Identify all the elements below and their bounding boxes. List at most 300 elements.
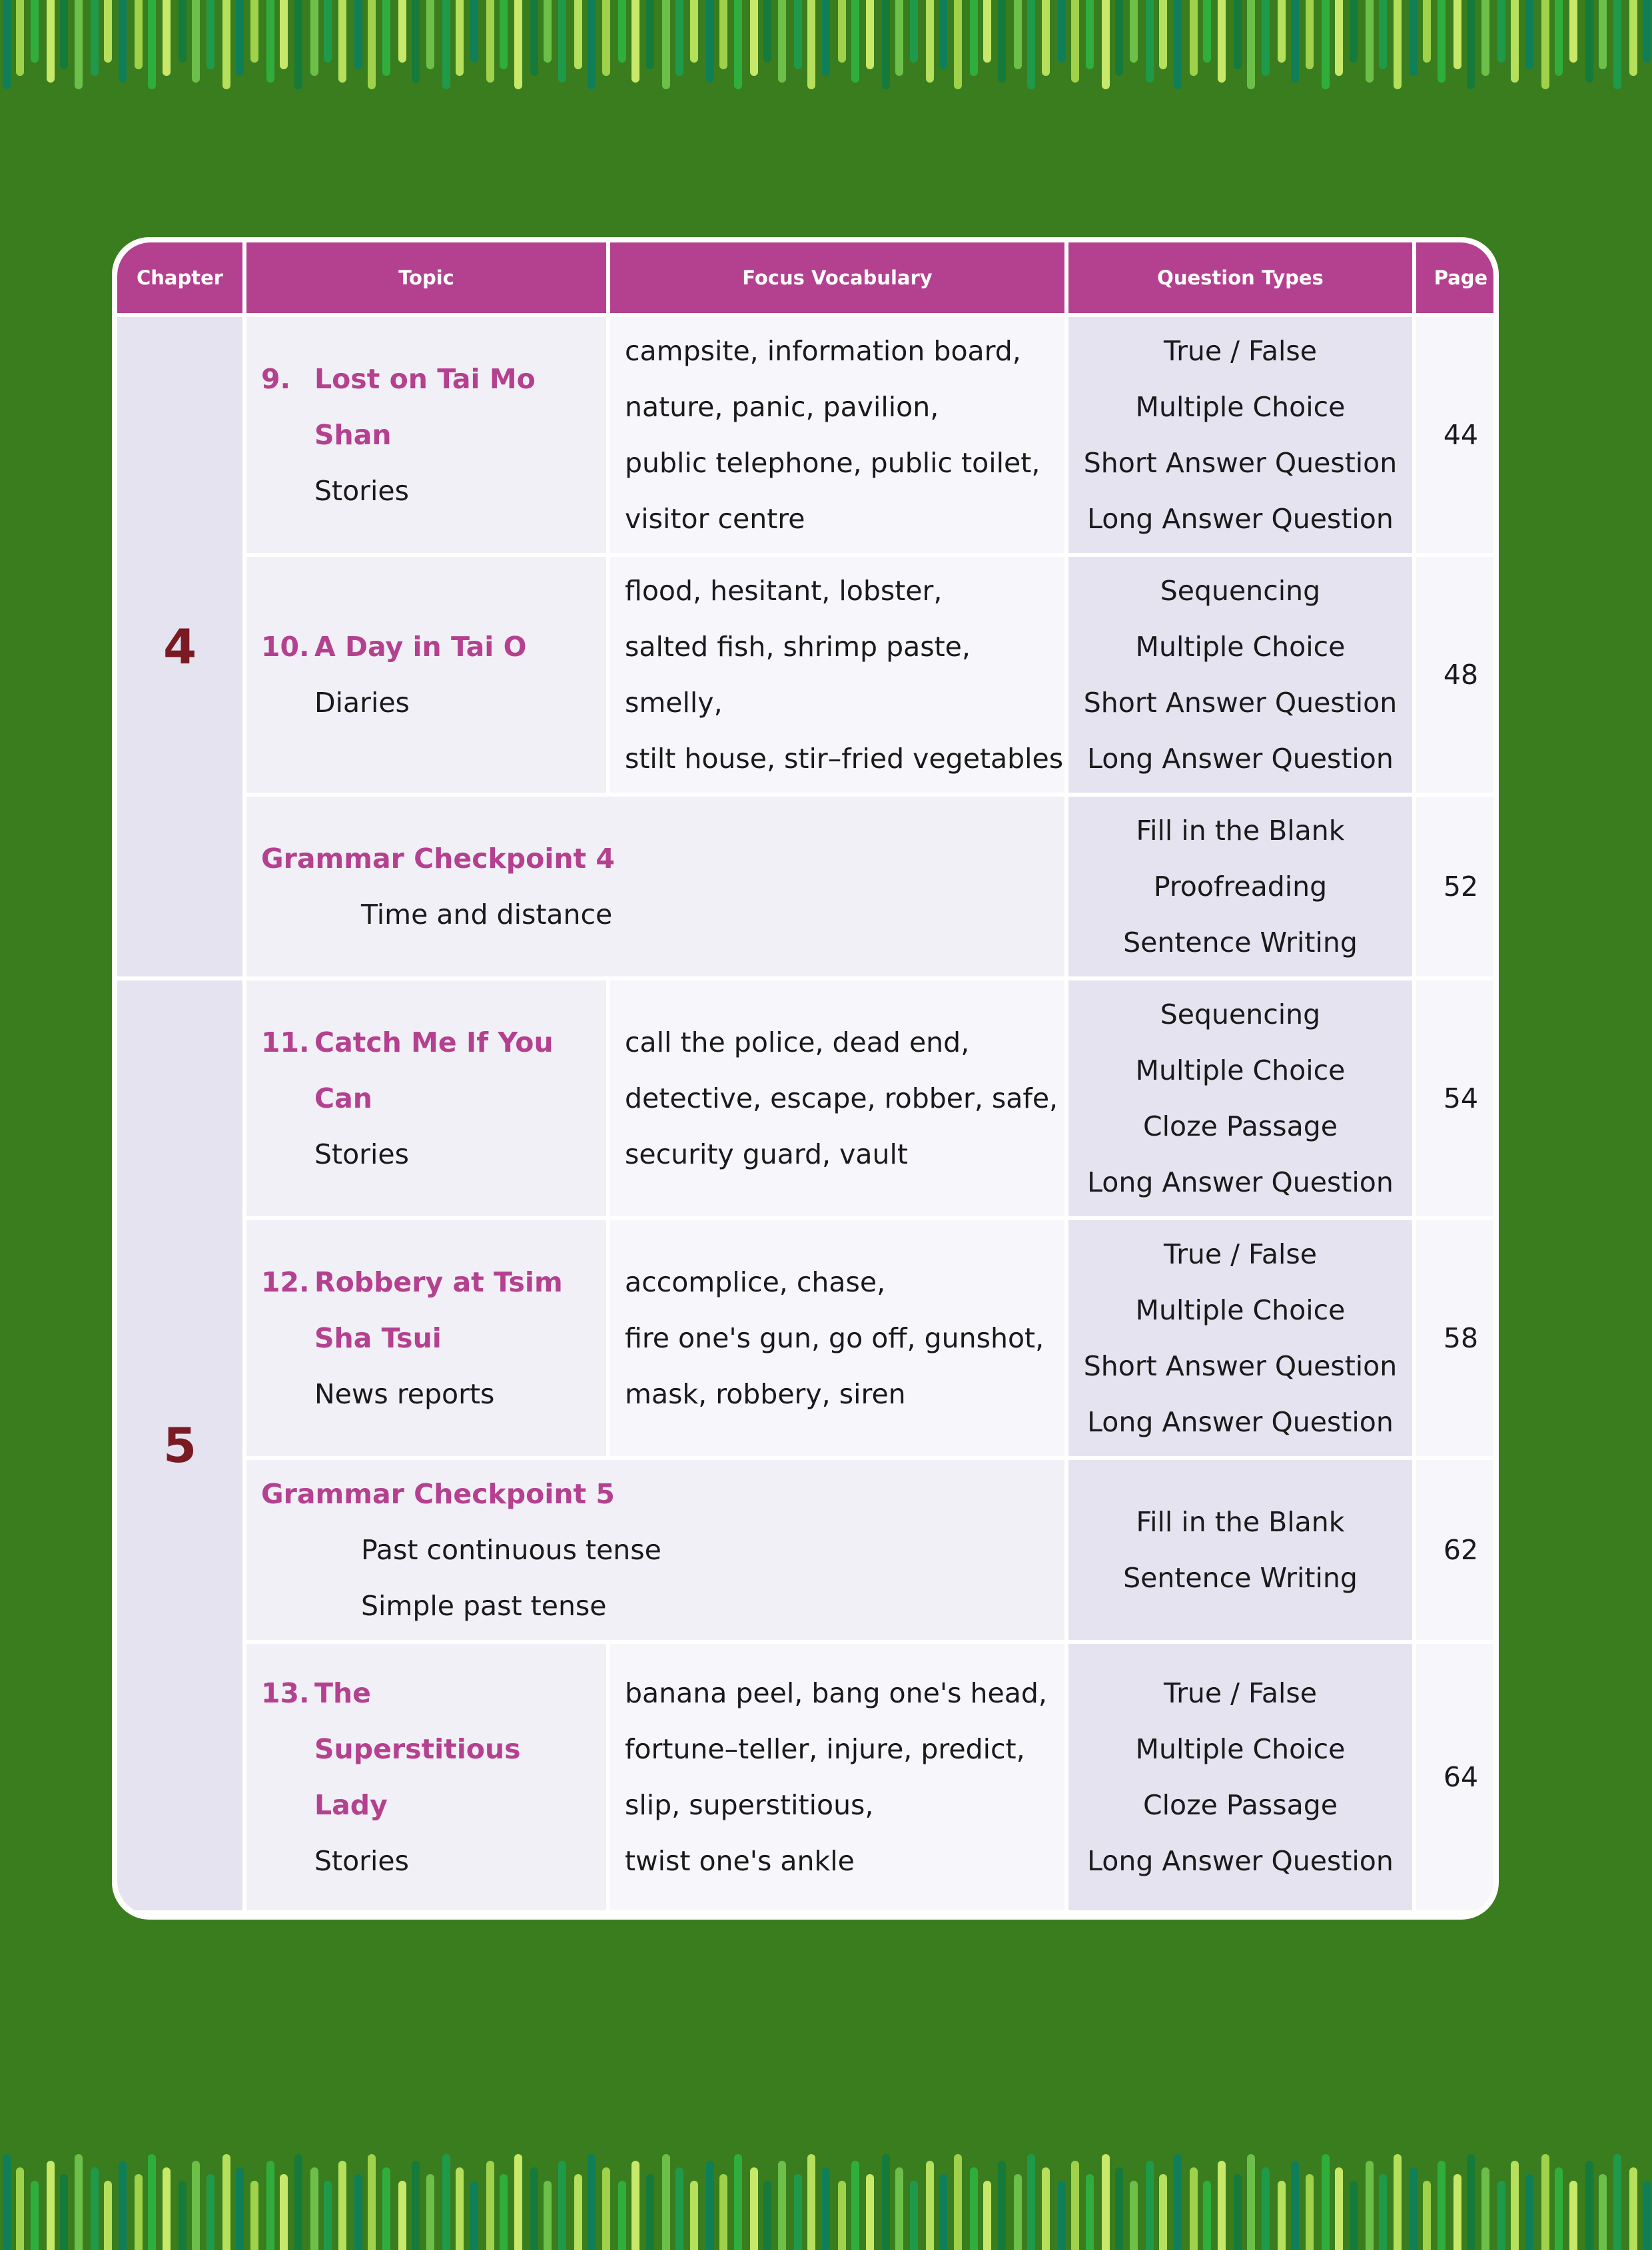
stripe: [280, 2174, 288, 2250]
stripe: [456, 0, 464, 76]
stripe: [631, 0, 639, 83]
unit-genre: News reports: [314, 1378, 495, 1410]
stripe: [1218, 2161, 1226, 2250]
stripe: [1379, 2174, 1387, 2250]
stripe: [750, 2167, 758, 2250]
question-type: True / False: [1164, 335, 1317, 367]
stripe: [1453, 2174, 1461, 2250]
stripe: [266, 2161, 274, 2250]
stripe: [192, 0, 200, 83]
vocab-cell: [610, 557, 1064, 793]
stripe: [412, 0, 420, 83]
stripe: [354, 2174, 362, 2250]
vocab-line: mask, robbery, siren: [625, 1378, 906, 1410]
stripe: [135, 0, 143, 69]
stripe: [16, 0, 24, 76]
stripe: [1130, 0, 1138, 63]
stripe: [618, 0, 626, 63]
stripe: [1203, 0, 1211, 63]
chapter-number: 5: [117, 980, 242, 1910]
stripe: [500, 0, 508, 69]
stripe: [954, 0, 962, 89]
page-number: 58: [1416, 1220, 1493, 1456]
stripe: [778, 0, 786, 83]
stripe: [1438, 0, 1446, 83]
question-types-cell: [1068, 797, 1412, 976]
stripe: [442, 2154, 450, 2250]
stripe: [31, 2181, 39, 2250]
header-page: Page: [1416, 242, 1493, 313]
unit-title: [261, 1665, 606, 1833]
unit-number: 13.: [261, 1677, 310, 1709]
question-types-cell: [1068, 557, 1412, 793]
chapter-number: 4: [117, 317, 242, 976]
stripe: [486, 2161, 494, 2250]
stripe: [631, 2161, 639, 2250]
stripe: [910, 2181, 918, 2250]
stripe: [338, 0, 346, 83]
question-type: Fill in the Blank: [1136, 815, 1345, 847]
question-type: Short Answer Question: [1083, 447, 1398, 479]
stripe: [47, 0, 55, 83]
stripe: [750, 0, 758, 76]
unit-title-line: Lady: [314, 1789, 388, 1821]
vocab-line: twist one's ankle: [625, 1845, 855, 1877]
stripe: [250, 2181, 258, 2250]
stripe: [866, 2174, 874, 2250]
stripe: [1071, 2161, 1079, 2250]
stripe: [882, 0, 890, 89]
grammar-item: Past continuous tense: [361, 1534, 661, 1566]
stripe: [1423, 2181, 1431, 2250]
stripe: [1350, 0, 1358, 63]
question-type: True / False: [1164, 1677, 1317, 1709]
stripe: [998, 2161, 1006, 2250]
stripe: [646, 2174, 654, 2250]
stripe: [368, 0, 376, 89]
stripe: [1234, 2174, 1242, 2250]
unit-title-line: Lost on Tai Mo: [314, 363, 536, 395]
stripe: [1481, 2167, 1489, 2250]
question-types-cell: [1068, 980, 1412, 1216]
grammar-item: Time and distance: [361, 899, 613, 931]
stripe: [1467, 0, 1475, 89]
stripe: [1525, 2174, 1533, 2250]
grammar-checkpoint-title: Grammar Checkpoint 5: [261, 1478, 615, 1510]
stripe: [1410, 2167, 1418, 2250]
stripe: [926, 0, 934, 83]
stripe: [1410, 0, 1418, 76]
stripe: [16, 2167, 24, 2250]
stripe: [1190, 0, 1198, 76]
stripe: [1555, 0, 1563, 76]
question-type: Sequencing: [1160, 998, 1321, 1030]
stripe: [866, 0, 874, 69]
unit-title: [261, 1014, 606, 1126]
stripe: [602, 0, 610, 76]
stripe: [1262, 0, 1270, 76]
page-number: 64: [1416, 1644, 1493, 1910]
stripe: [1643, 2181, 1651, 2250]
stripe: [1481, 0, 1489, 76]
stripe: [236, 0, 244, 76]
grammar-checkpoint-cell: [246, 1460, 1064, 1640]
bottom-stripe-border: [0, 2150, 1652, 2250]
stripe: [1247, 2154, 1255, 2250]
stripe: [558, 0, 566, 83]
stripe: [91, 0, 99, 76]
stripe: [236, 2167, 244, 2250]
stripe: [1218, 0, 1226, 83]
stripe: [442, 0, 450, 89]
unit-title-line: Shan: [314, 419, 392, 451]
vocab-line: nature, panic, pavilion,: [625, 391, 939, 423]
stripe: [1058, 0, 1066, 63]
stripe: [1525, 0, 1533, 69]
question-type: Sentence Writing: [1123, 927, 1358, 958]
unit-genre: Diaries: [314, 687, 410, 719]
stripe: [838, 0, 846, 63]
stripe: [338, 2161, 346, 2250]
stripe: [970, 2167, 978, 2250]
stripe: [734, 2154, 742, 2250]
stripe: [222, 2154, 230, 2250]
grammar-item: Simple past tense: [361, 1590, 607, 1622]
question-type: Multiple Choice: [1135, 1294, 1346, 1326]
stripe: [530, 0, 538, 76]
stripe: [60, 0, 68, 69]
vocab-cell: [610, 1644, 1064, 1910]
vocab-cell: [610, 1220, 1064, 1456]
stripe: [294, 0, 302, 89]
stripe: [1366, 0, 1374, 83]
stripe: [574, 2174, 582, 2250]
stripe: [574, 0, 582, 69]
stripe: [1335, 0, 1343, 76]
stripe: [1511, 0, 1519, 83]
stripe: [470, 0, 478, 63]
unit-title: [261, 619, 606, 675]
stripe: [1014, 2174, 1022, 2250]
stripe: [500, 2174, 508, 2250]
unit-number: 9.: [261, 363, 291, 395]
stripe: [851, 2161, 859, 2250]
stripe: [706, 2161, 714, 2250]
stripe: [1086, 0, 1094, 69]
stripe: [222, 0, 230, 89]
stripe: [1322, 0, 1330, 89]
stripe: [1569, 0, 1577, 63]
stripe: [148, 0, 156, 89]
stripe: [778, 2161, 786, 2250]
stripe: [470, 2181, 478, 2250]
stripe: [179, 0, 187, 63]
stripe: [1102, 2154, 1110, 2250]
stripe: [662, 0, 670, 89]
stripe: [266, 0, 274, 83]
stripe: [763, 2181, 771, 2250]
stripe: [895, 2167, 903, 2250]
stripe: [1599, 2174, 1607, 2250]
stripe: [1146, 2161, 1154, 2250]
unit-genre: Stories: [314, 1845, 410, 1877]
stripe: [31, 0, 39, 63]
stripe: [1438, 2161, 1446, 2250]
topic-cell: [246, 1644, 606, 1910]
unit-genre: Stories: [314, 1138, 410, 1170]
stripe: [983, 2181, 991, 2250]
question-type: Short Answer Question: [1083, 687, 1398, 719]
stripe: [514, 0, 522, 89]
unit-number: 12.: [261, 1266, 310, 1298]
stripe: [1291, 2161, 1299, 2250]
question-type: Sequencing: [1160, 575, 1321, 607]
stripe: [324, 0, 332, 63]
stripe: [1159, 2174, 1167, 2250]
topic-cell: [246, 557, 606, 793]
stripe: [1306, 0, 1314, 69]
stripe: [588, 0, 596, 89]
stripe: [1366, 2161, 1374, 2250]
question-type: Long Answer Question: [1087, 743, 1394, 775]
vocab-line: flood, hesitant, lobster,: [625, 575, 943, 607]
stripe: [706, 0, 714, 83]
stripe: [1247, 0, 1255, 89]
stripe: [1306, 2174, 1314, 2250]
stripe: [206, 2174, 214, 2250]
unit-title-line: Catch Me If You: [314, 1026, 554, 1058]
stripe: [954, 2154, 962, 2250]
topic-cell: [246, 317, 606, 553]
vocab-line: detective, escape, robber, safe,: [625, 1082, 1058, 1114]
stripe: [588, 2154, 596, 2250]
stripe: [1058, 2181, 1066, 2250]
question-types-cell: [1068, 1220, 1412, 1456]
stripe: [1322, 2154, 1330, 2250]
vocab-line: campsite, information board,: [625, 335, 1021, 367]
stripe: [1629, 0, 1637, 76]
vocab-line: stilt house, stir–fried vegetables: [625, 743, 1064, 775]
stripe: [354, 0, 362, 69]
vocab-line: salted fish, shrimp paste, smelly,: [625, 631, 971, 719]
stripe: [807, 2154, 815, 2250]
stripe: [104, 2181, 112, 2250]
question-type: Cloze Passage: [1143, 1789, 1338, 1821]
stripe: [1027, 2154, 1035, 2250]
stripe: [1174, 2154, 1182, 2250]
question-type: Long Answer Question: [1087, 1845, 1394, 1877]
stripe: [794, 0, 802, 69]
vocab-cell: [610, 980, 1064, 1216]
stripe: [910, 0, 918, 63]
stripe: [1146, 0, 1154, 83]
stripe: [690, 0, 698, 63]
stripe: [1102, 0, 1110, 89]
grammar-checkpoint-cell: [246, 797, 1064, 976]
question-type: Sentence Writing: [1123, 1562, 1358, 1594]
vocab-line: fire one's gun, go off, gunshot,: [625, 1322, 1044, 1354]
stripe: [675, 2167, 683, 2250]
contents-table: [117, 242, 1493, 1914]
stripe: [1541, 2154, 1549, 2250]
stripe: [1335, 2167, 1343, 2250]
stripe: [1599, 0, 1607, 69]
stripe: [1643, 0, 1651, 63]
stripe: [486, 0, 494, 83]
question-type: Multiple Choice: [1135, 1733, 1346, 1765]
stripe: [1541, 0, 1549, 89]
unit-genre: Stories: [314, 475, 410, 507]
stripe: [1234, 0, 1242, 69]
question-type: Short Answer Question: [1083, 1350, 1398, 1382]
vocab-line: slip, superstitious,: [625, 1789, 874, 1821]
stripe: [690, 2181, 698, 2250]
question-type: True / False: [1164, 1238, 1317, 1270]
stripe: [662, 2154, 670, 2250]
stripe: [1278, 0, 1286, 63]
unit-number: 10.: [261, 631, 310, 663]
stripe: [1262, 2167, 1270, 2250]
stripe: [939, 2174, 947, 2250]
topic-cell: [246, 980, 606, 1216]
stripe: [1555, 2167, 1563, 2250]
stripe: [163, 0, 171, 76]
unit-title-line: Can: [314, 1082, 372, 1114]
stripe: [1042, 2167, 1050, 2250]
stripe: [3, 0, 11, 89]
stripe: [91, 2167, 99, 2250]
stripe: [1278, 2181, 1286, 2250]
vocab-line: banana peel, bang one's head,: [625, 1677, 1047, 1709]
question-type: Proofreading: [1153, 871, 1328, 903]
stripe: [939, 0, 947, 69]
stripe: [544, 0, 552, 63]
question-type: Multiple Choice: [1135, 1054, 1346, 1086]
stripe: [719, 2174, 727, 2250]
stripe: [1629, 2167, 1637, 2250]
stripe: [426, 0, 434, 69]
stripe: [426, 2174, 434, 2250]
stripe: [1115, 2167, 1123, 2250]
unit-title-line: Sha Tsui: [314, 1322, 442, 1354]
page-number: 44: [1416, 317, 1493, 553]
stripe: [882, 2154, 890, 2250]
stripe: [135, 2174, 143, 2250]
question-types-cell: [1068, 317, 1412, 553]
stripe: [1350, 2181, 1358, 2250]
unit-title: [261, 351, 606, 463]
stripe: [382, 0, 390, 76]
stripe: [983, 0, 991, 63]
stripe: [998, 0, 1006, 83]
stripe: [1086, 2174, 1094, 2250]
page-number: 62: [1416, 1460, 1493, 1640]
stripe: [1379, 0, 1387, 69]
grammar-checkpoint-title: Grammar Checkpoint 4: [261, 843, 615, 875]
stripe: [1291, 0, 1299, 83]
stripe: [1014, 0, 1022, 69]
stripe: [602, 2167, 610, 2250]
stripe: [179, 2181, 187, 2250]
question-type: Long Answer Question: [1087, 1166, 1394, 1198]
stripe: [148, 2154, 156, 2250]
stripe: [1497, 0, 1505, 63]
stripe: [1159, 0, 1167, 69]
unit-title: [261, 1254, 606, 1366]
stripe: [646, 0, 654, 69]
stripe: [1453, 0, 1461, 69]
stripe: [1190, 2167, 1198, 2250]
stripe: [398, 2181, 406, 2250]
page-number: 52: [1416, 797, 1493, 976]
stripe: [60, 2174, 68, 2250]
stripe: [675, 0, 683, 76]
stripe: [398, 0, 406, 63]
stripe: [47, 2161, 55, 2250]
question-type: Long Answer Question: [1087, 1406, 1394, 1438]
stripe: [294, 2154, 302, 2250]
question-type: Multiple Choice: [1135, 631, 1346, 663]
stripe: [104, 0, 112, 63]
stripe: [1585, 0, 1593, 83]
stripe: [324, 2181, 332, 2250]
question-types-cell: [1068, 1644, 1412, 1910]
stripe: [514, 2154, 522, 2250]
stripe: [530, 2167, 538, 2250]
stripe: [822, 2167, 830, 2250]
stripe: [1423, 0, 1431, 63]
unit-title-line: A Day in Tai O: [314, 631, 527, 663]
stripe: [310, 2167, 318, 2250]
stripe: [558, 2161, 566, 2250]
page-number: 48: [1416, 557, 1493, 793]
header-question-types: Question Types: [1068, 242, 1412, 313]
vocab-line: visitor centre: [625, 503, 805, 535]
stripe: [1511, 2161, 1519, 2250]
stripe: [119, 0, 127, 83]
contents-card: [112, 237, 1499, 1920]
stripe: [734, 0, 742, 89]
stripe: [1394, 2154, 1402, 2250]
vocab-line: accomplice, chase,: [625, 1266, 886, 1298]
stripe: [1071, 0, 1079, 83]
stripe: [1042, 0, 1050, 76]
vocab-line: public telephone, public toilet,: [625, 447, 1040, 479]
stripe: [456, 2167, 464, 2250]
stripe: [807, 0, 815, 89]
stripe: [822, 0, 830, 76]
stripe: [794, 2174, 802, 2250]
question-type: Multiple Choice: [1135, 391, 1346, 423]
vocab-line: fortune–teller, injure, predict,: [625, 1733, 1025, 1765]
page-number: 54: [1416, 980, 1493, 1216]
unit-number: 11.: [261, 1026, 310, 1058]
stripe: [1115, 0, 1123, 76]
stripe: [1203, 2181, 1211, 2250]
stripe: [206, 0, 214, 69]
stripe: [310, 0, 318, 76]
stripe: [618, 2181, 626, 2250]
stripe: [1394, 0, 1402, 89]
question-type: Cloze Passage: [1143, 1110, 1338, 1142]
header-topic: Topic: [246, 242, 606, 313]
vocab-line: security guard, vault: [625, 1138, 908, 1170]
stripe: [1130, 2181, 1138, 2250]
stripe: [895, 0, 903, 76]
stripe: [280, 0, 288, 69]
stripe: [250, 0, 258, 63]
unit-title-line: Robbery at Tsim: [314, 1266, 563, 1298]
